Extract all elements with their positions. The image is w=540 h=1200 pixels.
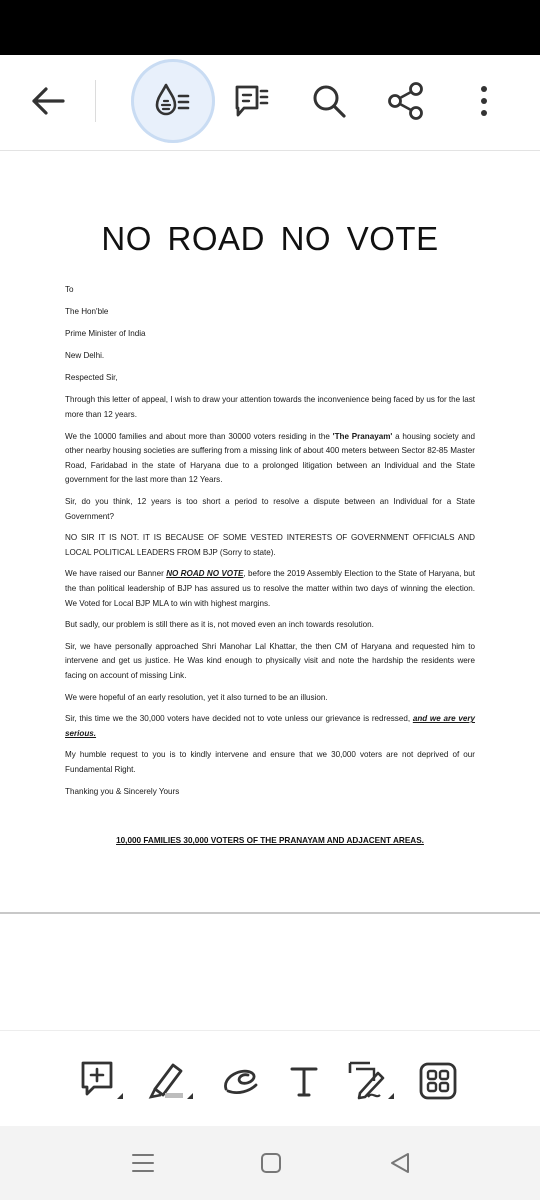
signature-line: 10,000 FAMILIES 30,000 VOTERS OF THE PRANAYAM AND ADJACENT AREAS. — [116, 836, 424, 845]
salutation-to: To — [65, 285, 74, 294]
greeting: Respected Sir, — [65, 373, 118, 383]
society-name: 'The Pranayam' — [332, 431, 393, 441]
text-tool-button[interactable] — [282, 1059, 326, 1103]
page-separator — [0, 912, 540, 914]
paragraph-7: Sir, we have personally approached Shri Manohar Lal Khattar, the then CM of Haryana and requested him to intervene and get us justice. He Was kind enough to physically visit and note the hardship the residents were facing on account of missing Link. — [65, 641, 475, 680]
paragraph-2-text-b: a housing society and other nearby housing societies are suffering from a missing link of about 400 meters between Sector 82-85 Master Road, Faridabad in the state of Haryana due to a prolonged litigation between an Individual and the State government for the last more than 12 Years. — [65, 431, 475, 485]
status-bar — [0, 0, 540, 55]
recent-apps-icon — [131, 1151, 155, 1175]
paragraph-10: My humble request to you is to kindly intervene and ensure that we 30,000 voters are not deprived of our Fundamental Right. — [65, 750, 475, 774]
freehand-button[interactable] — [218, 1059, 262, 1103]
freehand-icon — [220, 1061, 260, 1101]
paragraph-1: Through this letter of appeal, I wish to draw your attention towards the inconvenience being faced by us for the last more than 12 years. — [65, 395, 475, 420]
add-comment-button[interactable] — [80, 1059, 124, 1103]
highlighter-button[interactable] — [150, 1059, 194, 1103]
paragraph-5 — [65, 567, 475, 611]
add-comment-icon — [77, 1059, 127, 1103]
system-navigation-bar — [0, 1126, 540, 1200]
letter-body — [65, 283, 475, 806]
share-button[interactable] — [382, 77, 430, 125]
signature-icon — [346, 1059, 398, 1103]
system-back-button[interactable] — [383, 1146, 417, 1180]
emphasis-serious: and we are very serious. — [65, 714, 475, 738]
paragraph-8: We were hopeful of an early resolution, yet it also turned to be an illusion. — [65, 692, 328, 702]
back-button[interactable] — [24, 77, 72, 125]
paragraph-5-text-a: We have raised our Banner — [65, 569, 167, 579]
more-options-button[interactable] — [460, 77, 508, 125]
banner-slogan: NO ROAD NO VOTE — [166, 569, 244, 579]
share-icon — [386, 81, 426, 121]
addressee-line-2: Prime Minister of India — [65, 329, 146, 339]
text-tool-icon — [286, 1063, 322, 1099]
toolbar-divider — [95, 80, 96, 122]
closing-line: Thanking you & Sincerely Yours — [65, 786, 180, 796]
back-triangle-icon — [388, 1151, 412, 1175]
paragraph-4: NO SIR IT IS NOT. IT IS BECAUSE OF SOME VESTED INTERESTS OF GOVERNMENT OFFICIALS AND LOCAL POLITICAL LEADERS FROM BJP (Sorry to state). — [65, 533, 475, 557]
back-arrow-icon — [30, 85, 66, 117]
addressee-line-1: The Hon'ble — [65, 307, 109, 317]
paragraph-2-text-a: We the 10000 families and about more than 30000 voters residing in the — [65, 431, 333, 441]
paragraph-9 — [65, 712, 475, 741]
paragraph-2 — [65, 430, 475, 488]
addressee-line-3: New Delhi. — [65, 351, 105, 361]
annotation-toolbar — [0, 1030, 540, 1127]
comments-icon — [231, 82, 271, 120]
search-button[interactable] — [305, 77, 353, 125]
recent-apps-button[interactable] — [126, 1146, 160, 1180]
more-tools-icon — [418, 1061, 458, 1101]
top-toolbar — [0, 55, 540, 151]
paragraph-9-text-a: Sir, this time we the 30,000 voters have decided not to vote unless our grievance is redressed, — [65, 714, 413, 724]
more-vertical-icon — [479, 84, 489, 118]
paragraph-5-text-b: , before the 2019 Assembly Election to the State of Haryana, but the than political leadership of BJP has assured us to resolve the matter within two days of winning the election. We Voted for Local BJP MLA to win with highest margins. — [65, 569, 475, 608]
signature-button[interactable] — [350, 1059, 394, 1103]
paragraph-3: Sir, do you think, 12 years is too short a period to resolve a dispute between an Individual for a State Government? — [65, 497, 475, 521]
more-tools-button[interactable] — [416, 1059, 460, 1103]
home-icon — [259, 1151, 283, 1175]
highlighter-icon — [147, 1059, 197, 1103]
home-button[interactable] — [254, 1146, 288, 1180]
reading-mode-icon-wrap[interactable] — [149, 77, 197, 125]
search-icon — [310, 82, 348, 120]
comments-button[interactable] — [227, 77, 275, 125]
reading-mode-icon — [152, 81, 194, 121]
paragraph-6: But sadly, our problem is still there as it is, not moved even an inch towards resolution. — [65, 620, 374, 630]
document-title: NO ROAD NO VOTE — [101, 220, 439, 257]
